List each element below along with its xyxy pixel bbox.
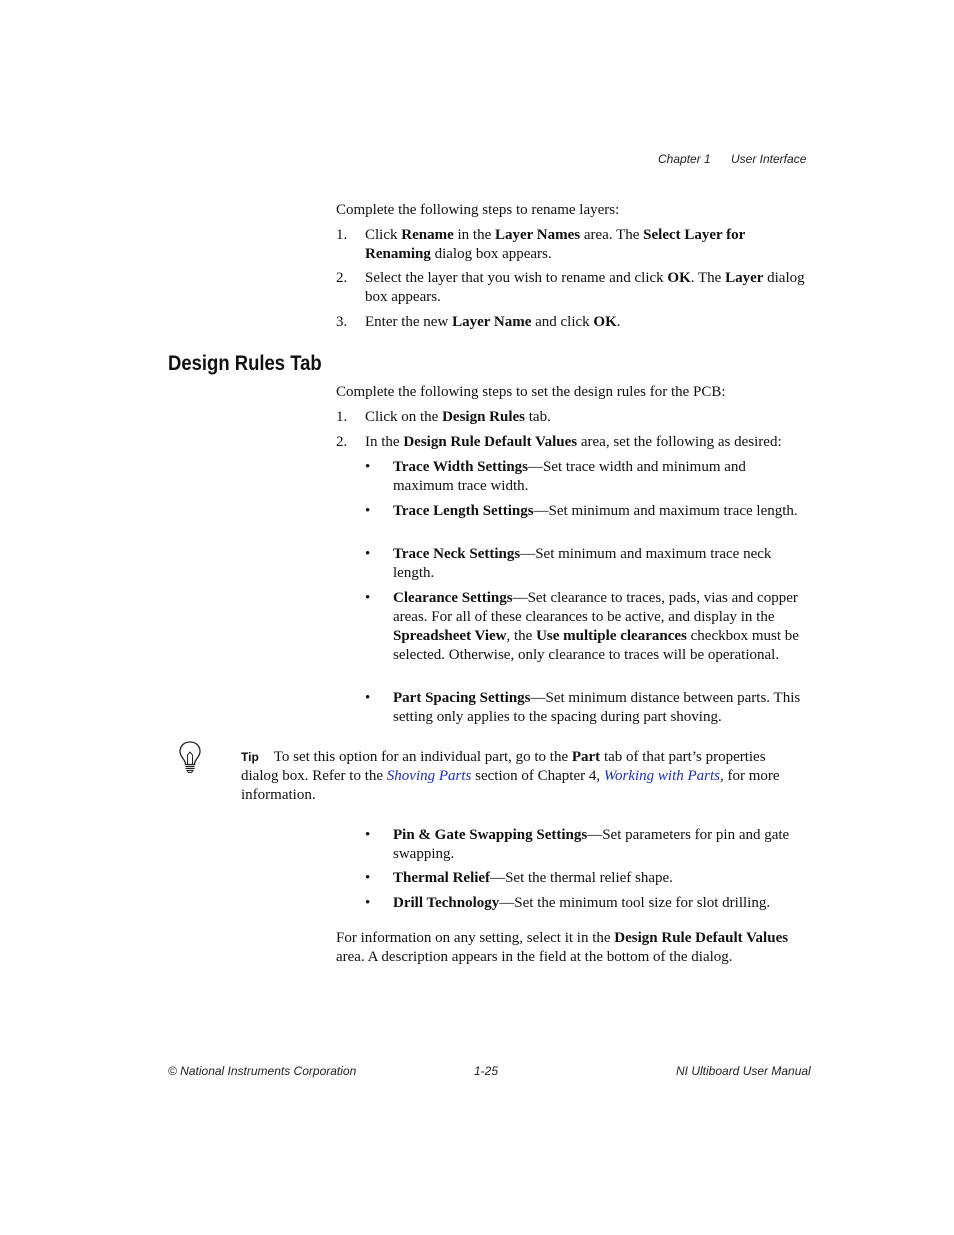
bullet-part-spacing: Part Spacing Settings—Set minimum distance between parts. This setting only applies to the spacing during part shoving. <box>393 690 801 725</box>
design-step-2-number: 2. <box>336 434 348 450</box>
bullet-trace-width: Trace Width Settings—Set trace width and minimum and maximum trace width. <box>393 459 746 494</box>
bullet-marker: • <box>365 503 371 519</box>
rename-step-1-number: 1. <box>336 227 348 243</box>
design-step-1: Click on the Design Rules tab. <box>365 409 551 425</box>
bullet-marker: • <box>365 870 371 886</box>
bullet-pin-gate: Pin & Gate Swapping Settings—Set parameters for pin and gate swapping. <box>393 827 790 862</box>
footer-page-number: 1-25 <box>474 1064 499 1078</box>
rename-step-2-number: 2. <box>336 270 348 286</box>
design-step-2: In the Design Rule Default Values area, set the following as desired: <box>365 434 782 450</box>
bullet-marker: • <box>365 690 371 706</box>
footer-manual-title: NI Ultiboard User Manual <box>676 1064 811 1078</box>
bullet-marker: • <box>365 459 371 475</box>
design-intro: Complete the following steps to set the design rules for the PCB: <box>336 384 726 400</box>
section-heading: Design Rules Tab <box>168 352 322 375</box>
running-header-chapter: Chapter 1 <box>658 152 711 166</box>
bullet-clearance: Clearance Settings—Set clearance to traces, pads, vias and copper areas. For all of these clearances to be active, and display in the Spreadsheet View, the Use multiple clearances checkbox must be selected. Otherwise, only clearance to traces will be operational. <box>393 590 799 663</box>
bullet-marker: • <box>365 590 371 606</box>
bullet-thermal-relief: Thermal Relief—Set the thermal relief shape. <box>393 870 673 886</box>
footer-copyright: © National Instruments Corporation <box>168 1064 357 1078</box>
link-working-with-parts[interactable]: Working with Parts <box>603 768 720 784</box>
bullet-drill-technology: Drill Technology—Set the minimum tool size for slot drilling. <box>393 895 771 911</box>
bullet-marker: • <box>365 895 371 911</box>
tip-label: Tip <box>241 750 259 764</box>
design-step-1-number: 1. <box>336 409 348 425</box>
rename-step-3: Enter the new Layer Name and click OK. <box>365 314 621 330</box>
closing-paragraph: For information on any setting, select it in the Design Rule Default Values area. A description appears in the field at the bottom of the dialog. <box>336 930 789 965</box>
tip-note: Tip To set this option for an individual part, go to the Part tab of that part’s properties dialog box. Refer to the Shoving Parts section of Chapter 4, Working with Parts, for more information. <box>241 749 780 803</box>
rename-intro: Complete the following steps to rename layers: <box>336 202 620 218</box>
bullet-marker: • <box>365 546 371 562</box>
rename-step-3-number: 3. <box>336 314 348 330</box>
rename-step-1: Click Rename in the Layer Names area. The Select Layer for Renaming dialog box appears. <box>365 227 746 262</box>
bullet-marker: • <box>365 827 371 843</box>
bullet-trace-length: Trace Length Settings—Set minimum and maximum trace length. <box>393 503 798 519</box>
running-header-section: User Interface <box>731 152 807 166</box>
link-shoving-parts[interactable]: Shoving Parts <box>386 768 472 784</box>
lightbulb-icon <box>177 740 203 774</box>
bullet-trace-neck: Trace Neck Settings—Set minimum and maximum trace neck length. <box>393 546 772 581</box>
rename-step-2: Select the layer that you wish to rename and click OK. The Layer dialog box appears. <box>365 270 805 305</box>
